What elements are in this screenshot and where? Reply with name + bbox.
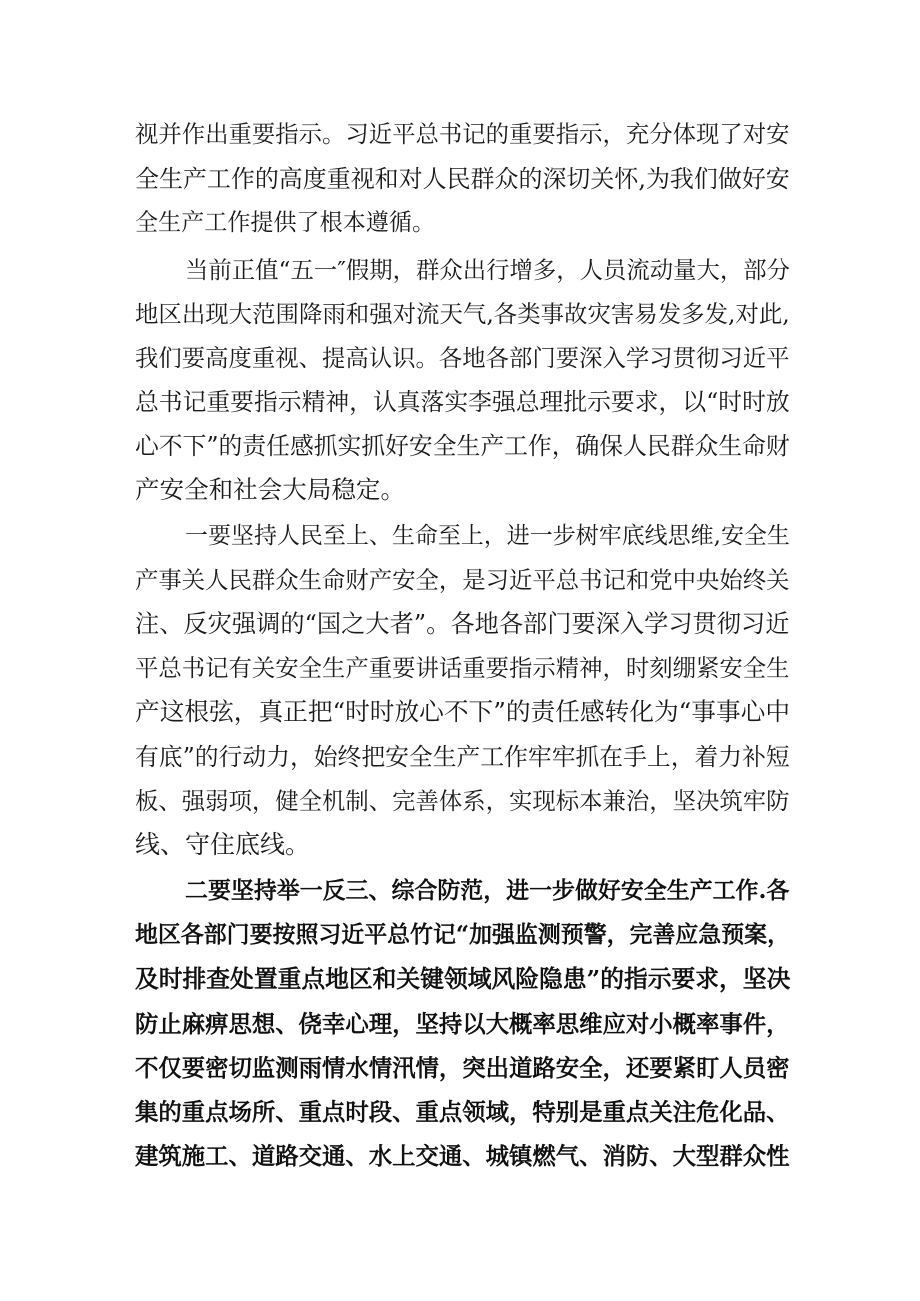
paragraph-2-line-2: 地区出现大范围降雨和强对流天气,各类事故灾害易发多发,对此, [135, 300, 790, 328]
paragraph-4-line-1: 二要坚持举一反三、综合防范，进一步做好安全生产工作.各 [185, 877, 790, 904]
paragraph-2-line-5: 心不下”的责任感抓实抓好安全生产工作，确保人民群众生命财 [135, 432, 790, 460]
paragraph-3-line-7: 板、强弱项，健全机制、完善体系，实现标本兼治，坚决筑牢防 [135, 787, 790, 815]
paragraph-3-line-6: 有底”的行动力，始终把安全生产工作牢牢抓在手上，着力补短 [135, 743, 790, 771]
paragraph-1-line-2: 全生产工作的高度重视和对人民群众的深切关怀,为我们做好安 [135, 165, 790, 193]
paragraph-3-line-4: 平总书记有关安全生产重要讲话重要指示精神，时刻绷紧安全生 [135, 654, 790, 682]
paragraph-4-line-7: 建筑施工、道路交通、水上交通、城镇燃气、消防、大型群众性 [135, 1142, 790, 1170]
paragraph-3-line-2: 产事关人民群众生命财产安全，是习近平总书记和党中央始终关 [135, 566, 790, 594]
paragraph-3-line-5: 产这根弦，真正把“时时放心不下”的责任感转化为“事事心中 [135, 697, 791, 726]
paragraph-2-line-4: 总书记重要指示精神，认真落实李强总理批示要求，以“时时放 [135, 388, 790, 416]
paragraph-4-line-6: 集的重点场所、重点时段、重点领域，特别是重点关注危化品、 [135, 1098, 790, 1126]
paragraph-4-line-3: 及时排查处置重点地区和关键领域风险隐患”的指示要求，坚决 [135, 965, 791, 993]
paragraph-4-line-4: 防止麻痹思想、侥幸心理，坚持以大概率思维应对小概率事件， [135, 1010, 790, 1038]
paragraph-4-line-2: 地区各部门要按照习近平总竹记“加强监测预警，完善应急预案， [135, 921, 790, 948]
paragraph-1-line-3: 全生产工作提供了根本遵循。 [135, 210, 436, 236]
paragraph-2-line-1: 当前正值“五一″假期，群众出行增多，人员流动量大，部分 [185, 256, 791, 284]
paragraph-3-line-3: 注、反灾强调的“国之大者”。各地各部门要深入学习贯彻习近 [135, 610, 790, 638]
paragraph-4-line-5: 不仅要密切监测雨情水情汛情，突出道路安全，还要紧盯人员密 [135, 1054, 790, 1082]
paragraph-3-line-8: 线、守住底线。 [135, 830, 311, 859]
paragraph-2-line-3: 我们要高度重视、提高认识。各地各部门要深入学习贯彻习近平 [135, 344, 790, 372]
paragraph-2-line-6: 产安全和社会大局稳定。 [135, 475, 406, 504]
paragraph-3-line-1: 一要坚持人民至上、生命至上，进一步树牢底线思维,安全生 [185, 523, 790, 549]
paragraph-1-line-1: 视并作出重要指示。习近平总书记的重要指示，充分体现了对安 [135, 120, 790, 148]
